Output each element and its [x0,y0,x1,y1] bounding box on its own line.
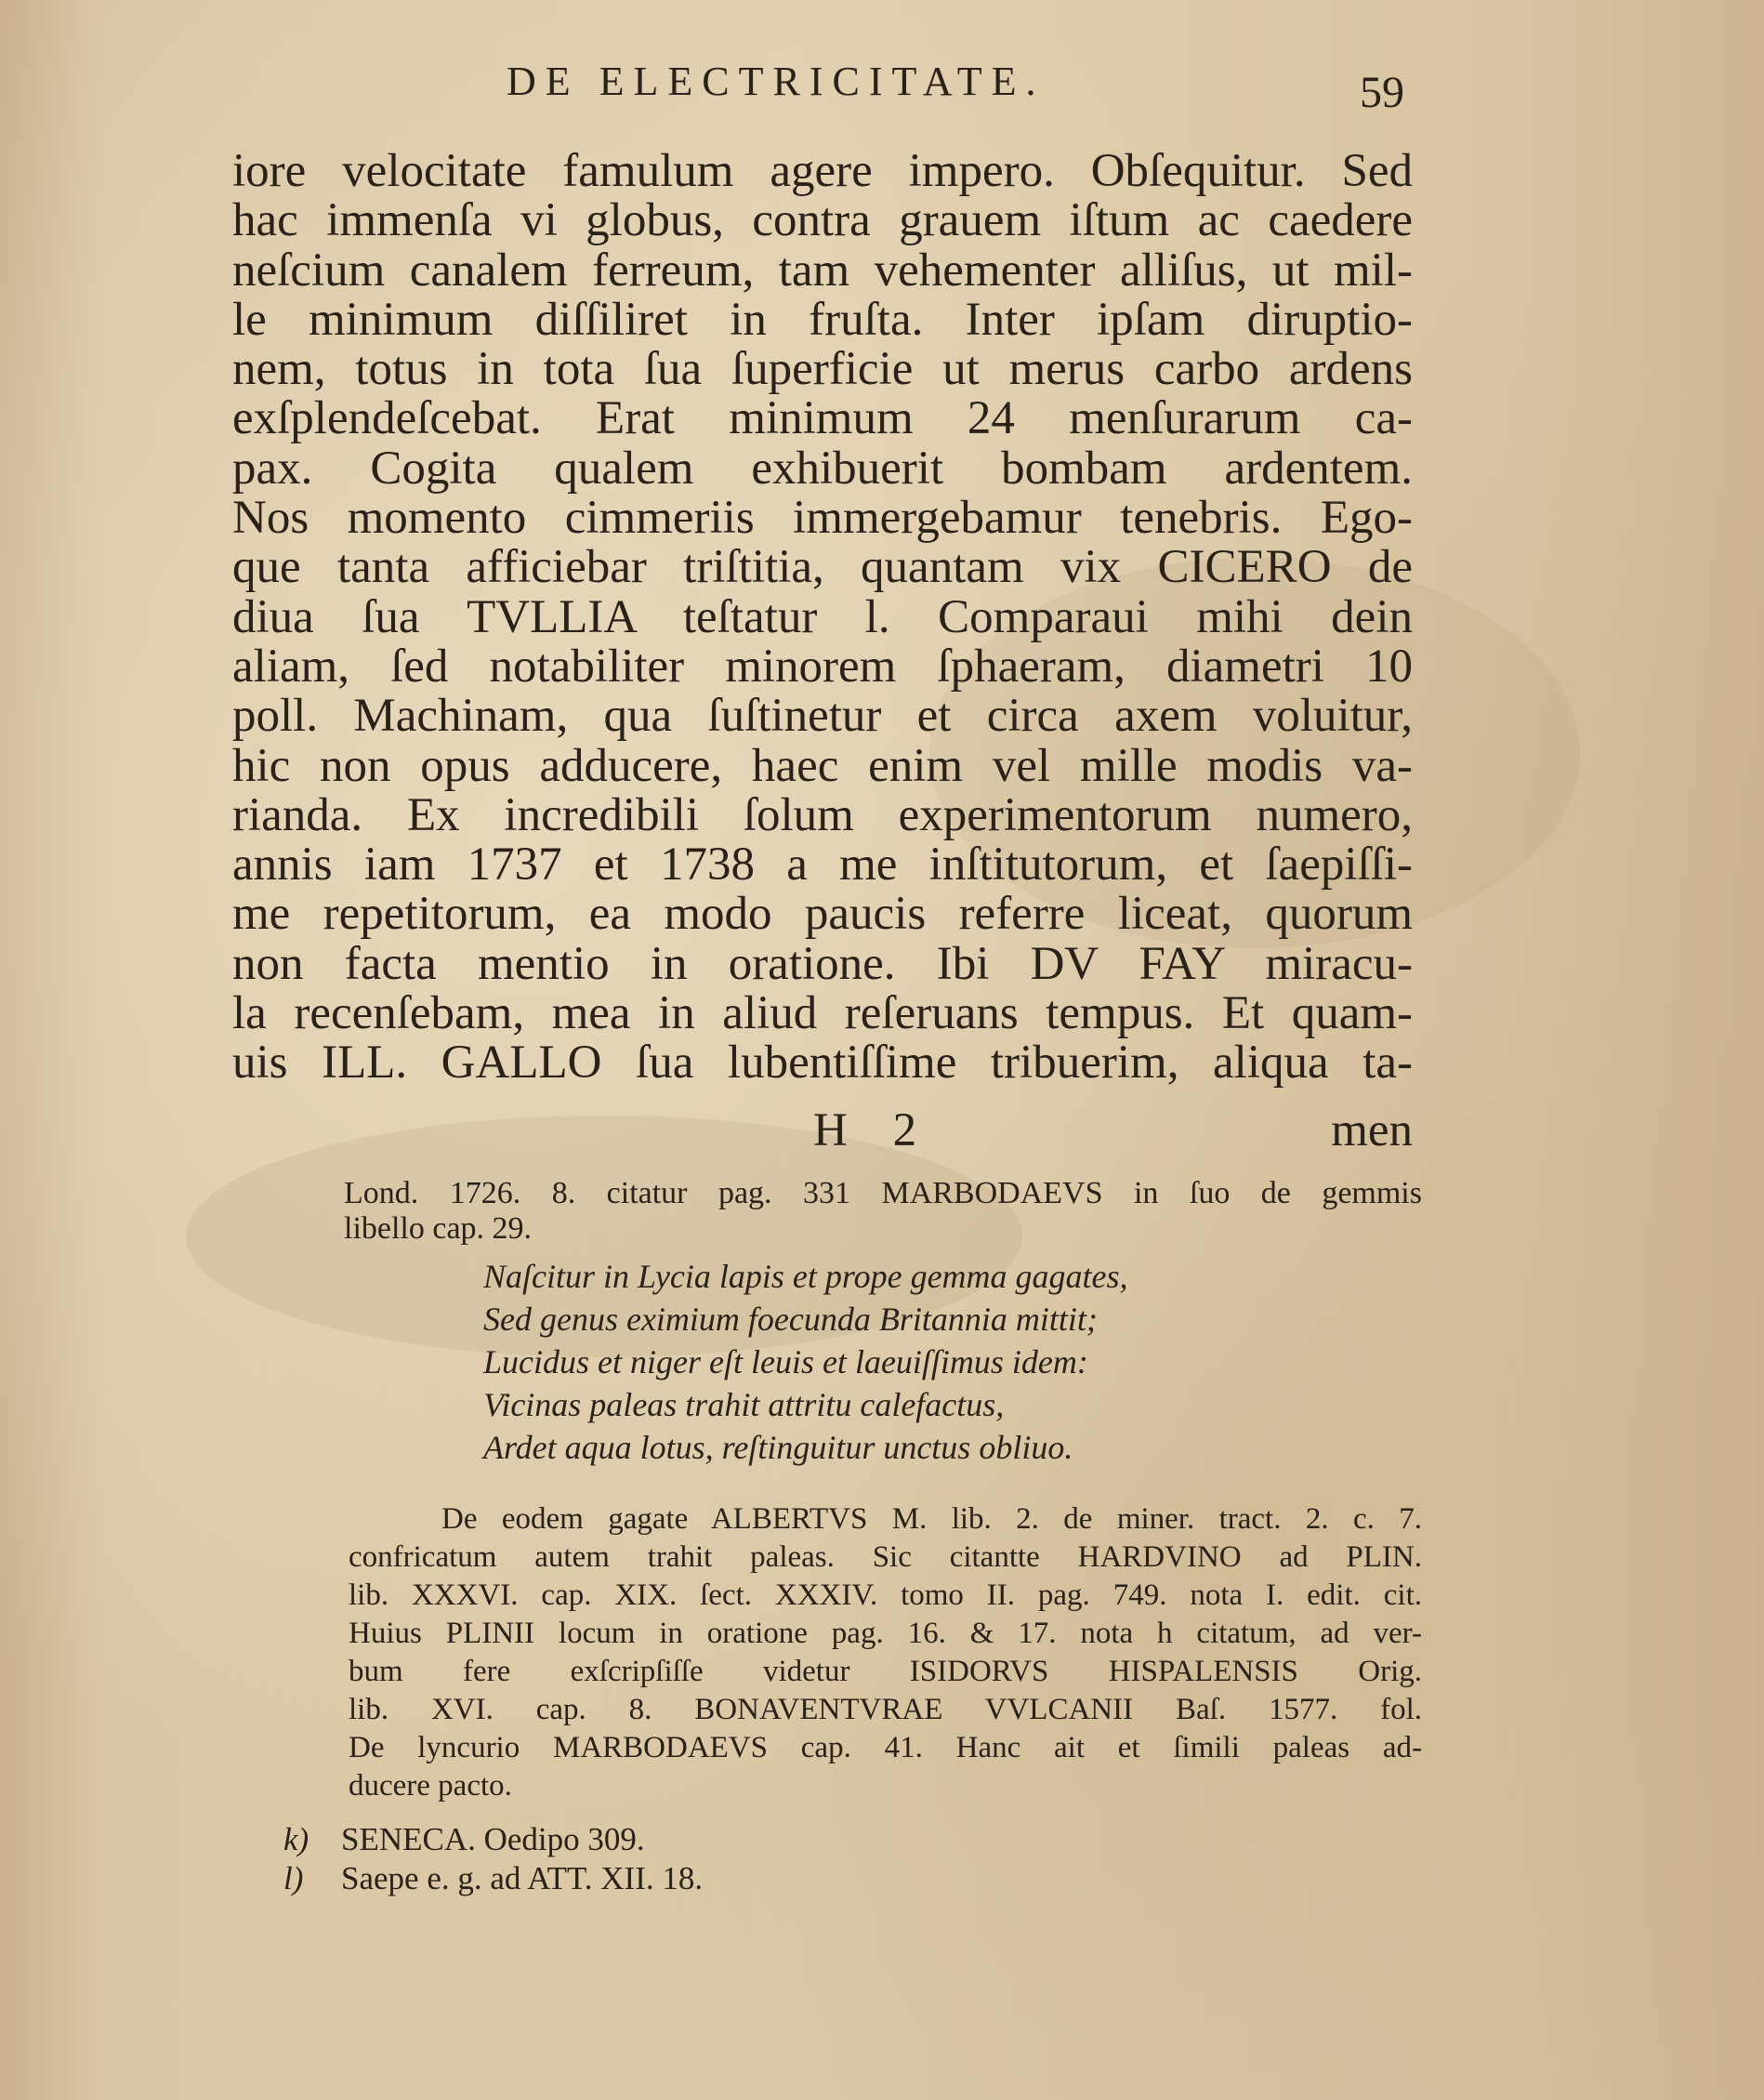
footnotes [283,1820,1120,1898]
note-k-continuation [349,1500,1422,1805]
main-text [232,147,1413,1089]
note-line: ducere pacto. [349,1769,512,1803]
note-line: libello cap. 29. [344,1211,533,1246]
text-line: aliam, ſed notabiliter minorem ſphaeram, diametri 10 [232,640,1413,693]
verse-line: Vicinas paleas trahit attritu calefactus, [483,1386,1005,1423]
text-line: que tanta afficiebar triſtitia, quantam vix CICERO de [232,541,1413,594]
verse-line: Naſcitur in Lycia lapis et prope gemma gagates, [483,1258,1128,1295]
running-title: DE ELECTRICITATE. [507,59,1046,104]
footnote-marker: k) [283,1821,309,1857]
text-line: pax. Cogita qualem exhibuerit bombam ardentem. [232,442,1413,495]
note-line: lib. XVI. cap. 8. BONAVENTVRAE VVLCANII Baſ. 1577. fol. [349,1693,1422,1726]
footnote-marker: l) [283,1860,304,1896]
note-line: De eodem gagate ALBERTVS M. lib. 2. de miner. tract. 2. c. 7. [441,1502,1422,1536]
quoted-verse [483,1255,1320,1469]
text-line: nem, totus in tota ſua ſuperficie ut merus carbo ardens [232,343,1413,396]
signature-row [232,1103,1413,1156]
note-k-intro [344,1176,1422,1247]
verse-line: Lucidus et niger eſt leuis et laeuiſſimus idem: [483,1343,1088,1380]
note-line: bum fere exſcripſiſſe videtur ISIDORVS HISPALENSIS Orig. [349,1655,1422,1688]
text-line: annis iam 1737 et 1738 a me inſtitutorum, et ſaepiſſi- [232,839,1413,892]
verse-line: Ardet aqua lotus, reſtinguitur unctus obliuo. [483,1429,1073,1466]
text-line: poll. Machinam, qua ſuſtinetur et circa axem voluitur, [232,690,1413,743]
verse-line: Sed genus eximium foecunda Britannia mittit; [483,1301,1098,1338]
text-line: me repetitorum, ea modo paucis referre liceat, quorum [232,888,1413,941]
text-line: hic non opus adducere, haec enim vel mille modis va- [232,739,1413,792]
text-line: Nos momento cimmeriis immergebamur tenebris. Ego- [232,492,1413,545]
text-line: rianda. Ex incredibili ſolum experimentorum numero, [232,788,1413,841]
note-line: Lond. 1726. 8. citatur pag. 331 MARBODAEVS in ſuo de gemmis [344,1176,1422,1210]
text-line: la recenſebam, mea in aliud reſeruans tempus. Et quam- [232,987,1413,1040]
note-line: De lyncurio MARBODAEVS cap. 41. Hanc ait et ſimili paleas ad- [349,1731,1422,1764]
footnote-text: SENECA. Oedipo 309. [341,1821,645,1857]
text-line: iore velocitate famulum agere impero. Obſequitur. Sed [232,145,1413,197]
footnote-l [283,1859,1120,1898]
text-line: uis ILL. GALLO ſua lubentiſſime tribuerim, aliqua ta- [232,1037,1413,1090]
text-line: neſcium canalem ferreum, tam vehementer alliſus, ut mil- [232,244,1413,297]
catchword: men [1331,1104,1413,1156]
text-line: diua ſua TVLLIA teſtatur l. Comparaui mihi dein [232,590,1413,643]
note-line: lib. XXXVI. cap. XIX. ſect. XXXIV. tomo II. pag. 749. nota I. edit. cit. [349,1578,1422,1612]
text-line: non facta mentio in oratione. Ibi DV FAY miracu- [232,937,1413,990]
text-line: exſplendeſcebat. Erat minimum 24 menſurarum ca- [232,392,1413,445]
note-line: confricatum autem trahit paleas. Sic citantte HARDVINO ad PLIN. [349,1540,1422,1574]
text-line: le minimum diſſiliret in fruſta. Inter ipſam diruptio- [232,293,1413,346]
text-line: hac immenſa vi globus, contra grauem iſtum ac caedere [232,194,1413,247]
note-line: Huius PLINII locum in oratione pag. 16. & 17. nota h citatum, ad ver- [349,1617,1422,1650]
footnote-k [283,1820,1120,1859]
signature-mark: H 2 [813,1104,934,1156]
footnote-text: Saepe e. g. ad ATT. XII. 18. [341,1860,704,1896]
page-number: 59 [1360,68,1404,117]
